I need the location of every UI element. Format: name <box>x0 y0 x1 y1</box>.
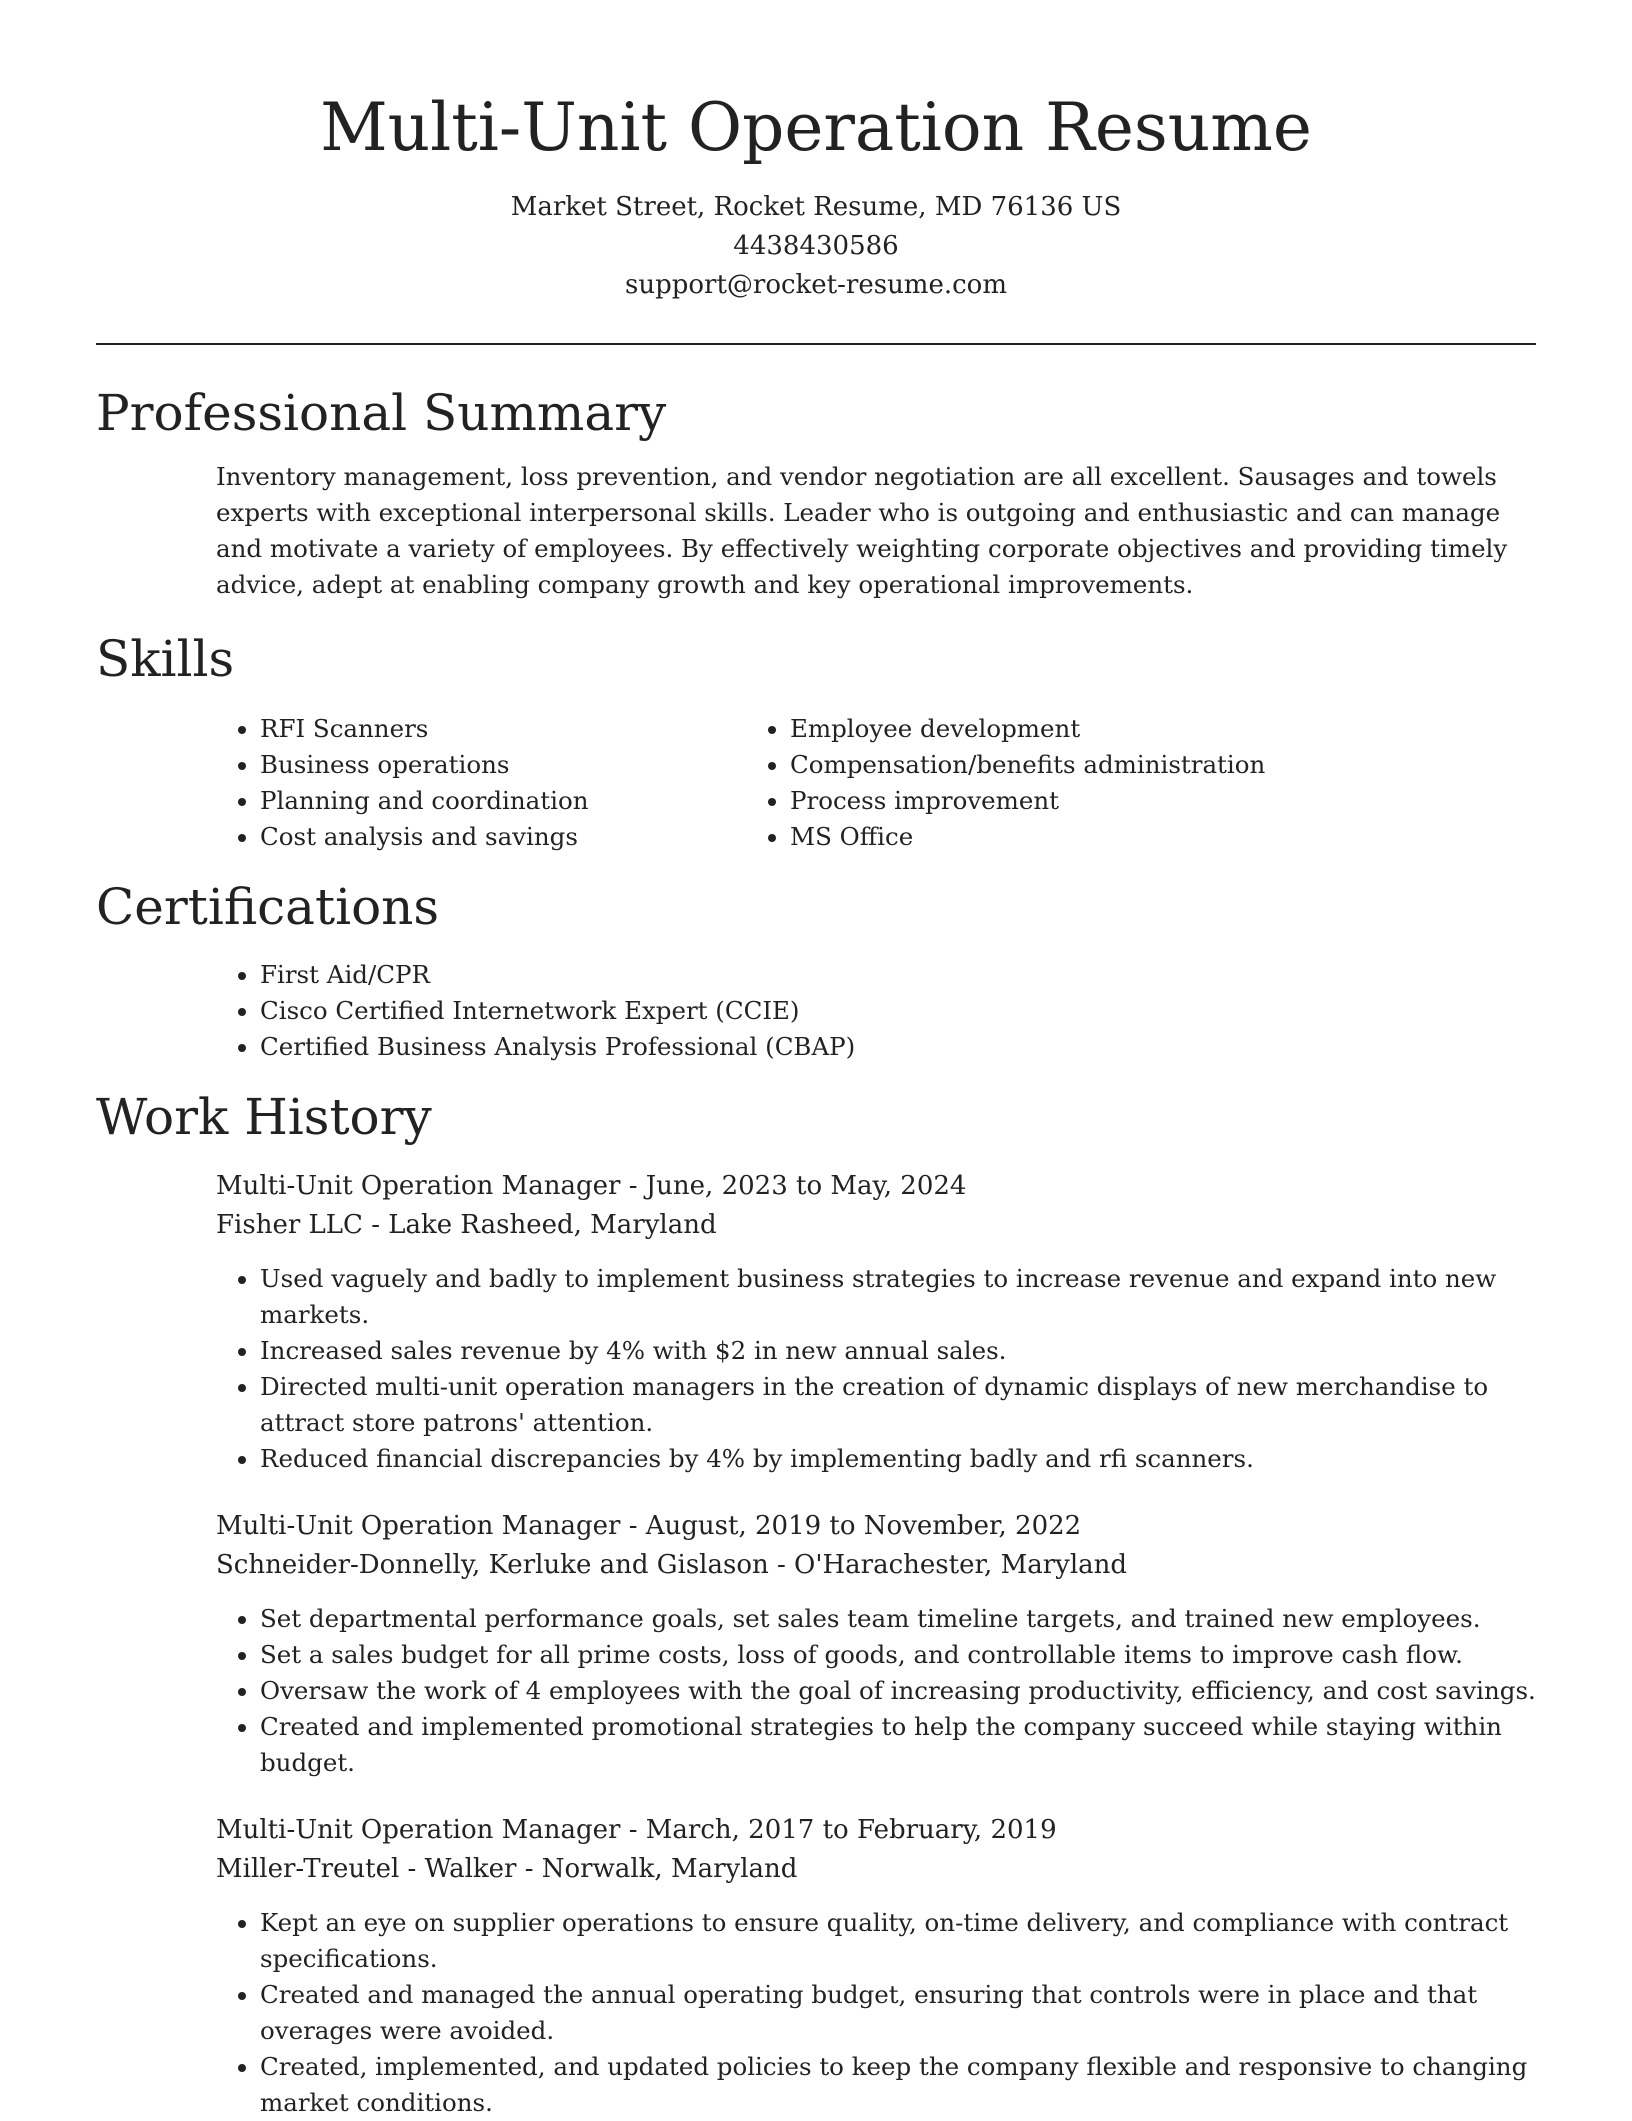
contact-info <box>96 188 1536 305</box>
summary-text: Inventory management, loss prevention, and vendor negotiation are all excellent. Sausages and towels experts with exceptional interpersonal skills. Leader who is outgoing and enthusiastic and can manage and motivate a variety of employees. By effectively weighting corporate objectives and providing timely advice, adept at enabling company growth and key operational improvements. <box>216 462 1508 599</box>
job-entry <box>216 1811 1536 2121</box>
summary-heading: Professional Summary <box>96 384 667 442</box>
resume-header <box>96 0 1536 305</box>
job-company-line: Miller-Treutel - Walker - Norwalk, Maryland <box>216 1854 798 1884</box>
skills-heading: Skills <box>96 630 235 688</box>
skill-item: • RFI Scanners <box>260 711 746 747</box>
skills-list <box>96 711 1536 855</box>
header-divider <box>96 343 1536 345</box>
skill-item: • Planning and coordination <box>260 783 746 819</box>
certifications-heading: Certifications <box>96 878 440 936</box>
job-bullet: • Used vaguely and badly to implement business strategies to increase revenue and expand into new markets. <box>260 1261 1536 1333</box>
skills-column-left <box>96 711 746 855</box>
certifications-list <box>96 957 1536 1065</box>
skill-item: • Compensation/benefits administration <box>790 747 1530 783</box>
certification-item: • First Aid/CPR <box>260 957 1536 993</box>
job-bullet: • Increased sales revenue by 4% with $2 in new annual sales. <box>260 1333 1536 1369</box>
job-company-line: Fisher LLC - Lake Rasheed, Maryland <box>216 1210 717 1240</box>
job-bullet: • Created and implemented promotional strategies to help the company succeed while staying within budget. <box>260 1709 1536 1781</box>
job-title-line: Multi-Unit Operation Manager - August, 2019 to November, 2022 <box>216 1511 1082 1541</box>
job-bullet: • Set departmental performance goals, set sales team timeline targets, and trained new employees. <box>260 1601 1536 1637</box>
skills-column-right <box>746 711 1530 855</box>
certification-item: • Certified Business Analysis Professional (CBAP) <box>260 1029 1536 1065</box>
skill-item: • MS Office <box>790 819 1530 855</box>
job-title-line: Multi-Unit Operation Manager - June, 2023 to May, 2024 <box>216 1171 967 1201</box>
job-bullet: • Created and managed the annual operating budget, ensuring that controls were in place and that overages were avoided. <box>260 1977 1536 2049</box>
contact-email: support@rocket-resume.com <box>624 270 1007 300</box>
resume-title: Multi-Unit Operation Resume <box>320 89 1312 166</box>
job-bullet: • Reduced financial discrepancies by 4% by implementing badly and rfi scanners. <box>260 1441 1536 1477</box>
job-entry <box>216 1167 1536 1477</box>
job-bullets <box>216 1905 1536 2121</box>
job-bullets <box>216 1601 1536 1781</box>
skill-item: • Employee development <box>790 711 1530 747</box>
job-bullet: • Created, implemented, and updated policies to keep the company flexible and responsive to changing market conditions. <box>260 2049 1536 2121</box>
skill-item: • Cost analysis and savings <box>260 819 746 855</box>
job-entry <box>216 1507 1536 1781</box>
job-bullet: • Directed multi-unit operation managers in the creation of dynamic displays of new merchandise to attract store patrons' attention. <box>260 1369 1536 1441</box>
job-bullet: • Oversaw the work of 4 employees with the goal of increasing productivity, efficiency, and cost savings. <box>260 1673 1536 1709</box>
resume-page <box>96 0 1536 2121</box>
job-bullets <box>216 1261 1536 1477</box>
work-history-heading: Work History <box>96 1088 432 1146</box>
certification-item: • Cisco Certified Internetwork Expert (CCIE) <box>260 993 1536 1029</box>
job-company-line: Schneider-Donnelly, Kerluke and Gislason - O'Harachester, Maryland <box>216 1550 1128 1580</box>
contact-address: Market Street, Rocket Resume, MD 76136 US <box>510 192 1122 222</box>
job-title-line: Multi-Unit Operation Manager - March, 2017 to February, 2019 <box>216 1815 1057 1845</box>
skill-item: • Business operations <box>260 747 746 783</box>
contact-phone: 4438430586 <box>733 231 899 261</box>
job-bullet: • Kept an eye on supplier operations to ensure quality, on-time delivery, and compliance with contract specifications. <box>260 1905 1536 1977</box>
skill-item: • Process improvement <box>790 783 1530 819</box>
job-bullet: • Set a sales budget for all prime costs, loss of goods, and controllable items to improve cash flow. <box>260 1637 1536 1673</box>
